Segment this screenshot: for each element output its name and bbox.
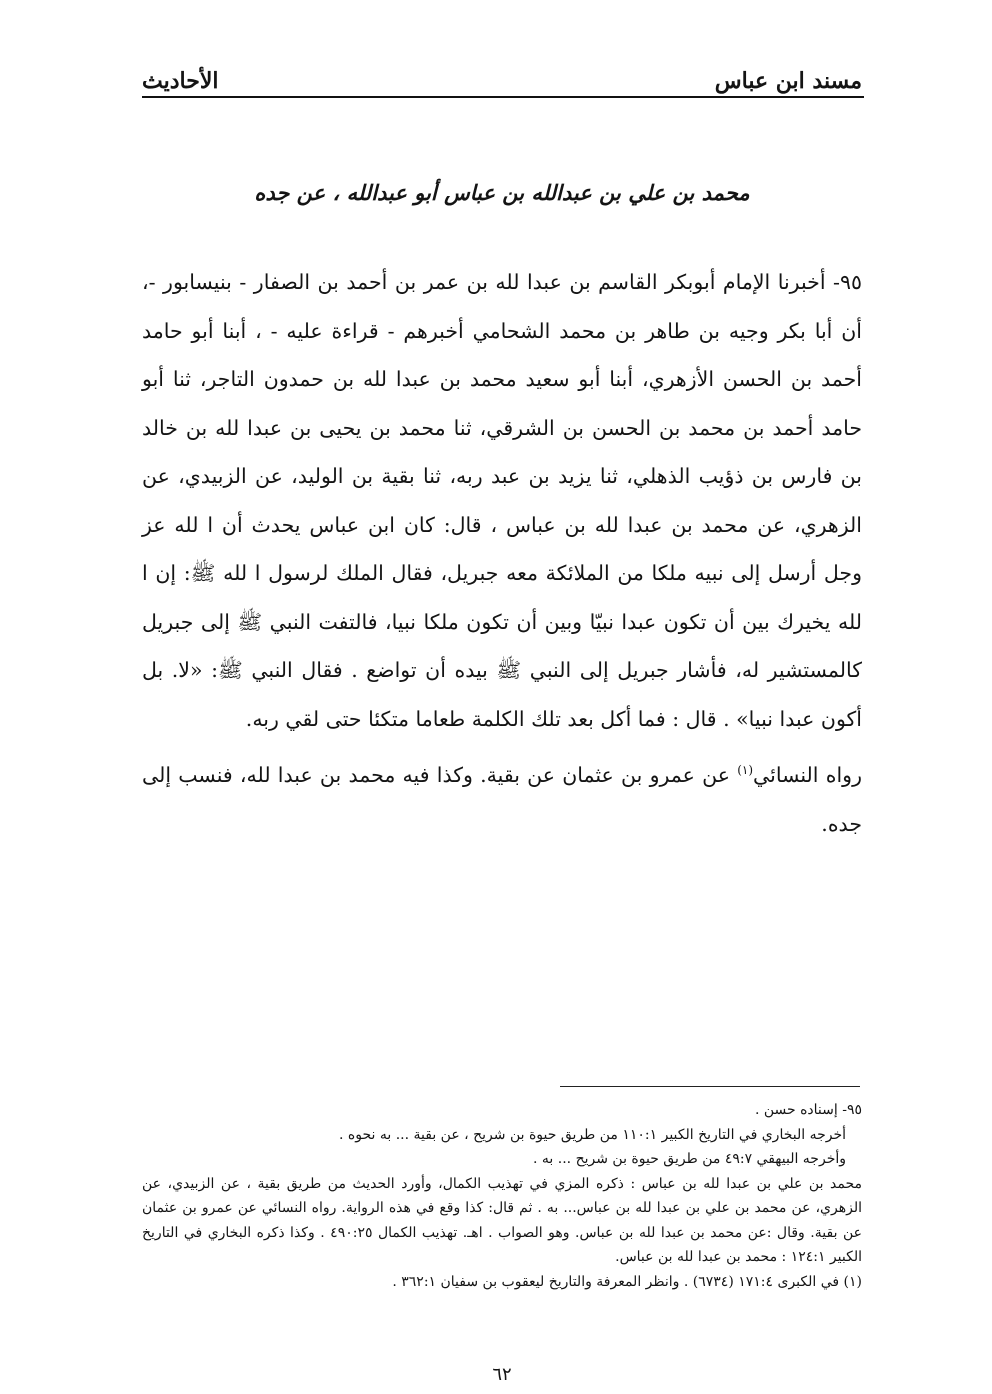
footnotes	[142, 1098, 862, 1294]
main-body	[142, 258, 862, 848]
footnote-bukhari: أخرجه البخاري في التاريخ الكبير ١١٠:١ من طريق حيوة بن شريح ، عن بقية ... به نحوه .	[339, 1126, 846, 1143]
narration-note	[142, 751, 862, 848]
section-heading: الأحاديث	[142, 68, 219, 94]
footnote-divider	[560, 1086, 860, 1087]
narration-end: عن عمرو بن عثمان عن بقية. وكذا فيه محمد بن عبدا لله، فنسب إلى جده.	[142, 763, 862, 836]
header-divider	[142, 96, 864, 98]
running-head	[142, 50, 862, 94]
chapter-title: محمد بن علي بن عبدالله بن عباس أبو عبدالله ، عن جده	[254, 180, 750, 205]
footnote-1: (١) في الكبرى ١٧١:٤ (٦٧٣٤) . وانظر المعرفة والتاريخ ليعقوب بن سفيان ٣٦٢:١ .	[392, 1273, 862, 1290]
footnote-narrator-note: محمد بن علي بن عبدا لله بن عباس : ذكره المزي في تهذيب الكمال، وأورد الحديث من طريق بقية ، عن الزبيدي، عن الزهري، عن محمد بن علي بن عبدا لله بن عباس... به . ثم قال: كذا وقع في هذه الرواية. رواه النسائي عن عمرو بن عثمان عن بقية. وقال :عن محمد بن عبدا لله بن عباس. وهو الصواب . اهـ. تهذيب الكمال ٤٩٠:٢٥ . وكذا ذكره البخاري في التاريخ الكبير ١٢٤:١ : محمد بن عبدا لله بن عباس.	[142, 1175, 862, 1265]
narration-start: رواه النسائي	[753, 763, 862, 787]
hadith-text: ٩٥- أخبرنا الإمام أبوبكر القاسم بن عبدا لله بن عمر بن أحمد بن الصفار - بنيسابور -، أن أبا بكر وجيه بن طاهر بن محمد الشحامي أخبرهم - قراءة عليه - ، أبنا أبو حامد أحمد بن الحسن الأزهري، أبنا أبو سعيد محمد بن عبدا لله بن حمدون التاجر، ثنا أبو حامد أحمد بن محمد بن الحسن بن الشرقي، ثنا محمد بن يحيى بن عبدا لله بن خالد بن فارس بن ذؤيب الذهلي، ثنا يزيد بن عبد ربه، ثنا بقية بن الوليد، عن الزبيدي، عن الزهري، عن محمد بن عبدا لله بن عباس ، قال: كان ابن عباس يحدث أن ا لله عز وجل أرسل إلى نبيه ملكا من الملائكة معه جبريل، فقال الملك لرسول ا لله ﷺ: إن ا لله يخيرك بين أن تكون عبدا نبيّا وبين أن تكون ملكا نبيا، فالتفت النبي ﷺ إلى جبريل كالمستشير له، فأشار جبريل إلى النبي ﷺ بيده أن تواضع . فقال النبي ﷺ: «لا. بل أكون عبدا نبيا» . قال : فما أكل بعد تلك الكلمة طعاما متكئا حتى لقي ربه.	[142, 270, 862, 731]
footnote-reference[interactable]: (١)	[737, 763, 754, 778]
footnote-grade: ٩٥- إسناده حسن .	[754, 1102, 862, 1118]
footnote-bayhaqi: وأخرجه البيهقي ٤٩:٧ من طريق حيوة بن شريح ... به .	[533, 1151, 846, 1167]
book-title: مسند ابن عباس	[714, 68, 862, 94]
page-number: ٦٢	[492, 1364, 512, 1385]
